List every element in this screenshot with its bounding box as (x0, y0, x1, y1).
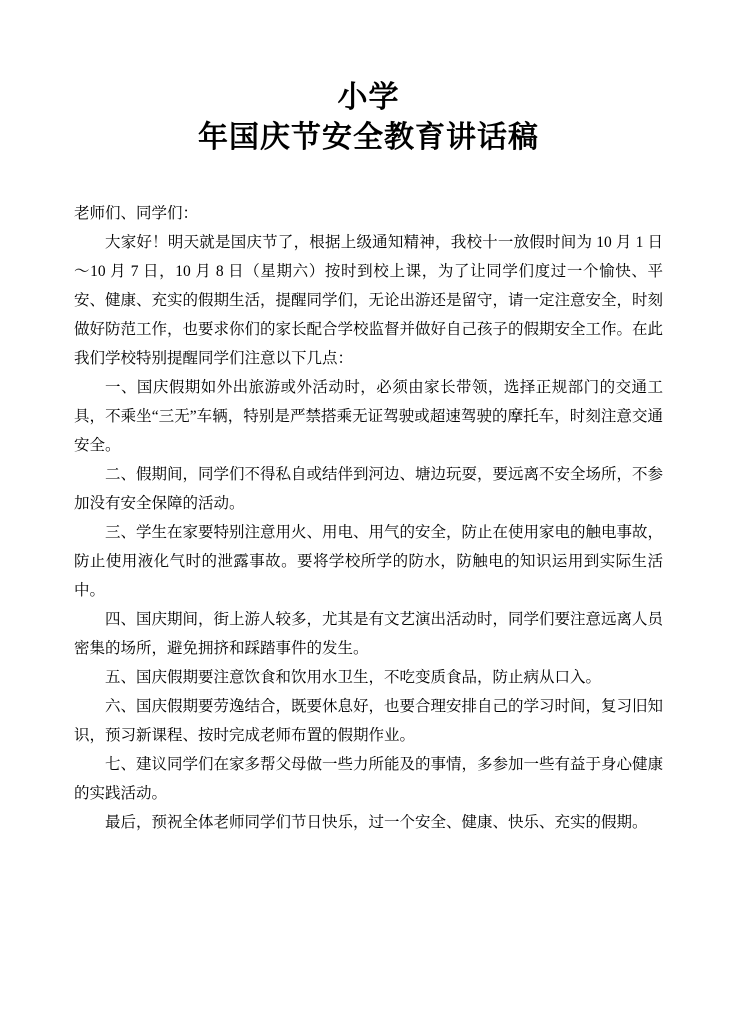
paragraph-item-1: 一、国庆假期如外出旅游或外活动时，必须由家长带领，选择正规部门的交通工具，不乘坐“三无”车辆，特别是严禁搭乘无证驾驶或超速驾驶的摩托车，时刻注意交通安全。 (74, 379, 663, 455)
salutation: 老师们、同学们： (74, 205, 199, 223)
paragraph-item-6: 六、国庆假期要劳逸结合，既要休息好，也要合理安排自己的学习时间，复习旧知识，预习新课程、按时完成老师布置的假期作业。 (74, 698, 664, 745)
paragraph-item-5: 五、国庆假期要注意饮食和饮用水卫生，不吃变质食品，防止病从口入。 (105, 669, 602, 687)
paragraph-item-2: 二、假期间，同学们不得私自或结伴到河边、塘边玩耍，要远离不安全场所，不参加没有安全保障的活动。 (74, 466, 664, 513)
document-title-line-2: 年国庆节安全教育讲话稿 (198, 120, 539, 154)
document-title (74, 78, 663, 157)
paragraph-item-4: 四、国庆期间，街上游人较多，尤其是有文艺演出活动时，同学们要注意远离人员密集的场所，避免拥挤和踩踏事件的发生。 (74, 611, 664, 658)
paragraph-item-7: 七、建议同学们在家多帮父母做一些力所能及的事情，多参加一些有益于身心健康的实践活动。 (74, 756, 664, 803)
document-body (74, 199, 663, 837)
paragraph-intro: 大家好！明天就是国庆节了，根据上级通知精神，我校十一放假时间为 10 月 1 日～10 月 7 日，10 月 8 日（星期六）按时到校上课，为了让同学们度过一个愉快、平安、健康、充实的假期生活，提醒同学们，无论出游还是留守，请一定注意安全，时刻做好防范工作，也要求你们的家长配合学校监督并做好自己孩子的假期安全工作。在此我们学校特别提醒同学们注意以下几点： (74, 234, 664, 368)
document-title-line-1: 小学 (337, 81, 400, 114)
paragraph-closing: 最后，预祝全体老师同学们节日快乐，过一个安全、健康、快乐、充实的假期。 (105, 814, 648, 832)
paragraph-item-3: 三、学生在家要特别注意用火、用电、用气的安全，防止在使用家电的触电事故，防止使用液化气时的泄露事故。要将学校所学的防水，防触电的知识运用到实际生活中。 (74, 524, 664, 600)
